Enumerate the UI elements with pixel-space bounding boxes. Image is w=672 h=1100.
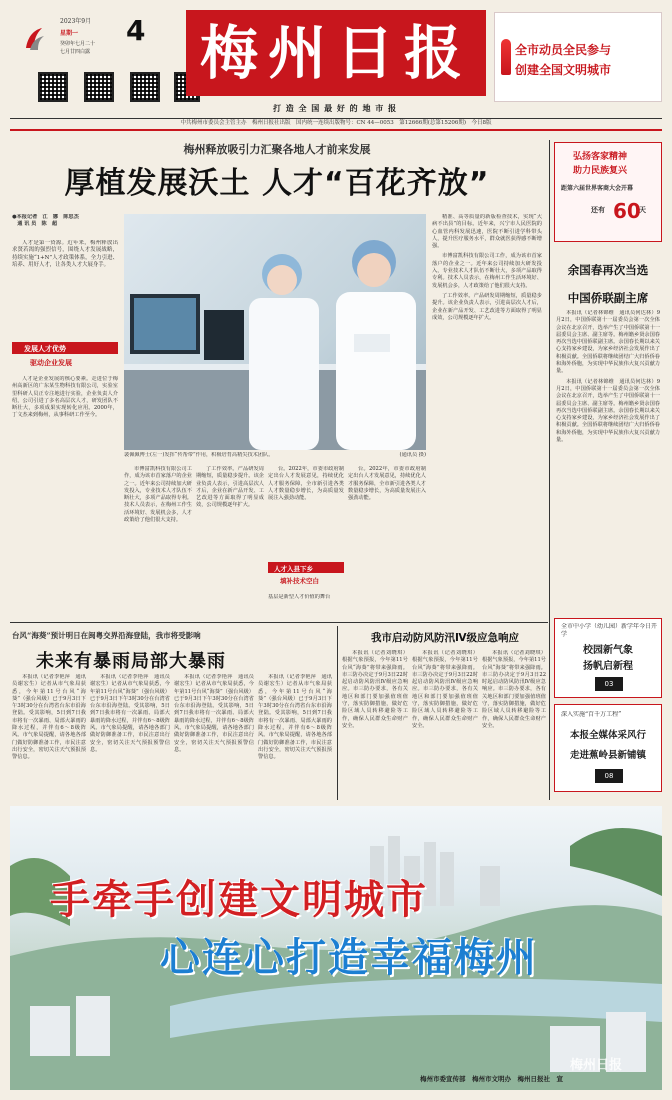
subhead-block [12,342,118,372]
lead-col4 [268,466,344,558]
masthead-rule [10,118,662,119]
lead-col4b [348,466,426,618]
lead-col2-text: 市博富凯科技有限公司工作，成为该市首家落户的企业之一。近年来公司持续加大研发投入，专业技术人才队伍不断壮大，多项产品取得专利。技术人员表示，在梅州工作生活环境好、发展机会多，人才政策给了他们很大支持。 [124,466,192,524]
flood-col-3 [482,650,546,800]
flood-col-3-text: 本报讯（记者刘晓琪）根据气象预报，今年第11号台风“海葵”将带来强降雨。市三防办决定于9月3日22时起启动防风防汛Ⅳ级应急响应。市三防办要求，各有关地区和部门要加强值班值守，落实防御措施，做好危险区域人员转移避险等工作，确保人民群众生命财产安全。 [482,650,546,729]
flood-col-2-text: 本报讯（记者刘晓琪）根据气象预报，今年第11号台风“海葵”将带来强降雨。市三防办决定于9月3日22时起启动防风防汛Ⅳ级应急响应。市三防办要求，各有关地区和部门要加强值班值守，落实防御措施，做好危险区域人员转移避险等工作，确保人民群众生命财产安全。 [412,650,478,729]
right-article-headline-1: 余国春再次当选 [567,263,649,277]
imprint-line: 中共梅州市委员会主管主办 梅州日报社出版 国内统一连续出版物号：CN 44—0053 第12666期(总第15206期) 今日8版 [180,120,492,126]
lead-intro-text: 人才是第一资源。近年来，梅州释放出求贤若渴的强烈信号，围绕人才发展战略，持续实施“1+N”人才政策体系，全力引进、培养、用好人才，让各类人才大展身手。 [12,240,118,268]
teaser-1-headline-2: 扬帆启新程 [583,661,633,672]
civic-banner [10,806,662,1090]
banner-line-1: 手牵手创建文明城市 [50,877,428,923]
weather-headline: 未来有暴雨局部大暴雨 [36,651,226,672]
masthead-slogan: 打 造 全 国 最 好 的 地 市 报 [272,104,398,113]
weather-col-4-text: 本报讯（记者李艳萍 通讯员谢宏生）记者从市气象局获悉，今年第11号台风“海葵”（强台风级）已于9月3日下午3时30分在台湾省台东市沿海登陆。受其影响，5日到7日我市将有一次暴雨、局部大暴雨的降水过程，并伴有6～8级阵风。市气象局提醒，请各地各部门做好防御准备工作，市民注意出行安全，密切关注天气预报预警信息。 [258,674,332,761]
lead-intro [12,240,118,336]
teaser-2-headline-2: 走进蕉岭县新铺镇 [569,750,646,761]
right-banner-line-2: 助力民族复兴 [573,166,628,176]
teaser-1-kicker: 全市中小学（幼儿园）新学年今日开学 [561,623,657,638]
masthead-title: 梅州日报 [199,19,472,87]
qr-code-icon [38,72,68,102]
lead-col4b-text: 台。2022年，市委市政府制定出台人才发展意见，持续优化人才服务保障，全市新引进各类人才数量稳步增长，为高质量发展注入强劲动能。 [348,466,426,502]
lead-col4-text: 台。2022年，市委市政府制定出台人才发展意见，持续优化人才服务保障，全市新引进各类人才数量稳步增长，为高质量发展注入强劲动能。 [268,466,344,502]
lead-col5-text-3: 了工作效率。产品研发周期缩短，质量稳步提升。该企业负责人表示，引进高层次人才后，企业在新产品开发、工艺改进等方面取得了明显成效，公司规模逐年扩大。 [432,292,542,321]
right-banner-line-1: 弘扬客家精神 [573,152,628,162]
lab-scene-icon [124,214,426,450]
right-article-text-2: 本报讯（记者林锦维 通讯员何达林）9月2日，中国侨联第十一届委员会第一次全体会议在北京召开，选举产生了中国侨联第十一届委员会主席、副主席等。梅州籍乡贤余国春再次当选中国侨联副主席。余国春长期以来关心支持家乡建设，为家乡经济社会发展作出了积极贡献。全国侨联将继续团结广大归侨侨眷和海外侨胞，为实现中华民族伟大复兴贡献力量。 [556,378,660,444]
flood-headline: 我市启动防风防汛Ⅳ级应急响应 [370,632,520,644]
weather-col-2 [90,674,170,800]
lead-byline: ●本报记者 江 娜 陈思杰 通 讯 员 陈 超 [12,214,79,228]
date-year-month: 2023年9月 [60,18,92,25]
weather-col-4 [258,674,332,800]
section-rule [10,622,548,623]
lead-kicker: 梅州释放吸引力汇聚各地人才前来发展 [183,143,371,156]
right-article-text: 本报讯（记者林锦维 通讯员何达林）9月2日，中国侨联第十一届委员会第一次全体会议在北京召开，选举产生了中国侨联第十一届委员会主席、副主席等。梅州籍乡贤余国春再次当选中国侨联副主席。余国春长期以来关心支持家乡建设，为家乡经济社会发展作出了积极贡献。全国侨联将继续团结广大归侨侨眷和海外侨胞，为实现中华民族伟大复兴贡献力量。 [556,310,660,375]
lead-photo [124,214,426,450]
countdown-days-suffix: 天 [639,205,646,214]
lead-col5-text: 精准、高等质量的新版检查技术，实现“大病不出县”的目标。近年来，兴宁市人民医院的心血管内科发展迅速，医院不断引进学科带头人，提升医疗服务水平，群众就医获得感不断增强。 [432,214,542,250]
lead-col5-text-2: 市博富凯科技有限公司工作，成为该市首家落户的企业之一。近年来公司持续加大研发投入，专业技术人才队伍不断壮大，多项产品取得专利。技术人员表示，在梅州工作生活环境好、发展机会多，人才政策给了他们很大支持。 [432,253,542,289]
lead-col3-text: 了工作效率。产品研发周期缩短，质量稳步提升。该企业负责人表示，引进高层次人才后，企业在新产品开发、工艺改进等方面取得了明显成效，公司规模逐年扩大。 [196,466,264,509]
lead-col2 [124,466,192,618]
newspaper-logo-icon [22,26,46,52]
lead-col1 [12,376,118,618]
bottom-separator [337,626,338,800]
date-box [50,12,200,62]
teaser-2-kicker: 深入实施“百千万工程” [561,711,622,718]
weather-col-3-text: 本报讯（记者李艳萍 通讯员谢宏生）记者从市气象局获悉，今年第11号台风“海葵”（强台风级）已于9月3日下午3时30分在台湾省台东市沿海登陆。受其影响，5日到7日我市将有一次暴雨、局部大暴雨的降水过程，并伴有6～8级阵风。市气象局提醒，请各地各部门做好防御准备工作，市民注意出行安全，密切关注天气预报预警信息。 [174,674,254,753]
subhead-1: 发展人才优势 [24,345,66,353]
date-lunar-1: 癸卯年七月二十 [60,41,96,47]
weather-col-3 [174,674,254,800]
teaser-1-headline-1: 校园新气象 [583,645,633,656]
flood-col-1 [342,650,408,800]
weather-col-2-text: 本报讯（记者李艳萍 通讯员谢宏生）记者从市气象局获悉，今年第11号台风“海葵”（强台风级）已于9月3日下午3时30分在台湾省台东市沿海登陆。受其影响，5日到7日我市将有一次暴雨、局部大暴雨的降水过程，并伴有6～8级阵风。市气象局提醒，请各地各部门做好防御准备工作，市民注意出行安全，密切关注天气预报预警信息。 [90,674,170,753]
qr-code-icon [84,72,114,102]
right-article-body [556,310,660,608]
promo-figure-icon [501,39,511,75]
teaser-2-headline-1: 本报全媒体采风行 [569,730,646,741]
photo-credit: (通讯员 摄) [399,452,426,458]
countdown-label: 距第六届世界客商大会开幕 [561,185,634,192]
countdown-days: 60 [613,199,641,223]
banner-watermark: 梅州日报 [570,1058,623,1073]
date-day: 4 [126,14,146,47]
lead-col5 [432,214,542,618]
teaser-box-2[interactable] [554,704,662,792]
promo-line-1: 全市动员全民参与 [515,43,612,57]
weather-col-1-text: 本报讯（记者李艳萍 通讯员谢宏生）记者从市气象局获悉，今年第11号台风“海葵”（强台风级）已于9月3日下午3时30分在台湾省台东市沿海登陆。受其影响，5日到7日我市将有一次暴雨、局部大暴雨的降水过程，并伴有6～8级阵风。市气象局提醒，请各地各部门做好防御准备工作，市民注意出行安全，密切关注天气预报预警信息。 [12,674,86,761]
promo-box [494,12,662,102]
lead-col3 [196,466,264,618]
inner-subhead-1: 人才入县下乡 [274,565,313,573]
weather-col-1 [12,674,86,800]
promo-line-2: 创建全国文明城市 [515,63,612,77]
flood-col-1-text: 本报讯（记者刘晓琪）根据气象预报，今年第11号台风“海葵”将带来强降雨。市三防办决定于9月3日22时起启动防风防汛Ⅳ级应急响应。市三防办要求，各有关地区和部门要加强值班值守，落实防御措施，做好危险区域人员转移避险等工作，确保人民群众生命财产安全。 [342,650,408,729]
countdown-days-prefix: 还有 [591,205,605,214]
column-separator [549,140,550,800]
teaser-2-page: 08 [595,769,623,783]
banner-line-2: 心连心打造幸福梅州 [160,935,538,981]
lead-headline: 厚植发展沃土 人才“百花齐放” [64,166,490,201]
date-weekday: 星期一 [60,30,79,37]
banner-credit: 梅州市委宣传部 梅州市文明办 梅州日报社 宣 [420,1075,563,1083]
right-article-headline-2: 中国侨联副主席 [567,291,649,305]
photo-caption: 裴佩佩博士(左一)发挥“传帮带”作用，积极培育高精尖技术团队。 [124,452,274,458]
teaser-box-1[interactable] [554,618,662,698]
lead-col1-text: 人才是企业发展的核心要素。走进位于梅州高新区的广东某生物科技有限公司，实验室里科研人员正专注地进行实验，企业负责人介绍，公司引进了多名高层次人才，研发团队不断壮大，多项成果实现转化应用。2000年，丁文杰来到梅州，从事科研工作至今。 [12,376,118,419]
teaser-1-page: 03 [595,677,623,691]
qr-code-icon [130,72,160,102]
masthead [0,0,672,120]
inner-subhead-block [268,560,344,606]
imprint-rule [10,129,662,131]
date-lunar-2: 七月廿四白露 [60,49,91,55]
right-banner [554,142,662,242]
masthead-title-block [186,10,486,96]
subhead-2: 驱动企业发展 [30,359,72,367]
weather-kicker: 台风“海葵”预计明日在闽粤交界沿海登陆，我市将受影响 [12,631,201,640]
flood-col-2 [412,650,478,800]
inner-subhead-2: 填补技术空白 [280,577,319,585]
inner-sub-caption: 基层是新型人才价值的舞台 [268,594,331,600]
